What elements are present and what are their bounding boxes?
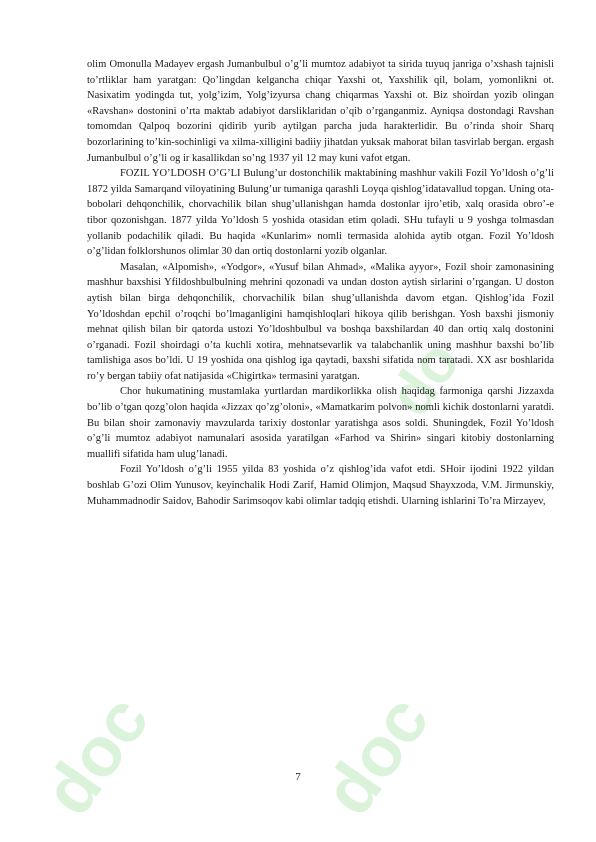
- svg-text:doc: doc: [28, 681, 164, 829]
- paragraph-4: Chor hukumatining mustamlaka yurtlardan mardikorlikka olish haqidag farmoniga qarshi Jizzaxda bo’lib o’tgan qozg’olon haqida «Jizzax qo’zg’oloni», «Mamatkarim polvon» nomli kichik dostonlarni yaratdi. Bu bilan shoir zamonaviy mavzularda tarixiy dostonlar yaratishga asos soldi. Shuningdek, Fozil Yo’ldosh o’g’li mumtoz adabiyot namunalari asosida yaratilgan «Farhod va Shirin» singari kitobiy dostonlarning muallifi sifatida ham ulug’lanadi.: [87, 386, 554, 460]
- paragraph-2: FOZIL YO’LDOSH O’G’LI Bulung’ur dostonchilik maktabining mashhur vakili Fozil Yo’ldosh o’g’li 1872 yilda Samarqand viloyatining Bulung’ur tumaniga qarashli Loyqa qishlog’idatavallud topgan. Uning ota-bobolari dehqonchilik, chorvachilik bilan shug’ullanishgan hamda dostonlar ijro’etib, xalq orasida obro’-e tibor qozonishgan. 1877 yilda Yo’ldosh 5 yoshida otasidan etim qoladi. SHu tufayli u 9 yoshga tolmasdan yollanib podachilik qiladi. Bu haqida «Kunlarim» nomli termasida alohida aytib otgan. Fozil Yo’ldosh o’g’lidan folklorshunos olimlar 30 dan ortiq dostonlarni yozib olganlar.: [87, 168, 554, 258]
- svg-text:doc: doc: [308, 681, 444, 829]
- body-text: [87, 57, 554, 509]
- paragraph-3: Masalan, «Alpomish», «Yodgor», «Yusuf bilan Ahmad», «Malika ayyor», Fozil shoir zamonasining mashhur baxshisi Yfildoshbulbulning mehrini qozonadi va undan doston aytish sirlarini o’rgangan. U doston aytish bilan birga dehqonchilik, chorvachilik bilan shug’ullanishda davom etgan. Qishlog’ida Fozil Yo’ldoshdan epchil o’roqchi bo’lmaganligini hamqishloqlari hikoya qilib berishgan. Yosh baxshi jismoniy mehnat qilish bilan bir qatorda ustozi Yo’ldoshbulbul va boshqa baxshilardan 40 dan ortiq xalq dostonini o’rganadi. Fozil shoirdagi o’ta kuchli xotira, mehnatsevarlik va talabchanlik uning mashhur baxshi bo’lib tamlishiga asos bo’ldi. U 19 yoshida ona qishlog iga qaytadi, baxshi sifatida nom taratadi. XX asr boshlarida ro’y bergan tabiiy ofat natijasida «Chigirtka» termasini yaratgan.: [87, 261, 554, 382]
- paragraph-1: olim Omonulla Madayev ergash Jumanbulbul o’g’li mumtoz adabiyot ta sirida tuyuq janriga o’xshash tajnisli to’rtliklar ham yaratgan: Qo’lingdan kelgancha chiqar Yaxshi ot, Yaxshilik qil, bolam, yomonlikni ot. Nasixatim yodingda tut, yolg’izim, Yolg’izyursa chang chiqarmas Yaxshi ot. Biz shoirdan yozib olingan «Ravshan» dostonini o’rta maktab adabiyot darsliklaridan o’qib o’rganganmiz. Ayniqsa dostondagi Ravshan tomomdan Qalpoq bozorini qidirib yurib aytilgan parcha juda harakterlidir. Bu o’rinda shoir Sharq bozorlarining to’kin-sochinligi va xilma-xilligini badiiy jihatdan yuksak mahorat bilan tasvirlab bergan. ergash Jumanbulbul o’g’li og ir kasallikdan so’ng 1937 yil 12 may kuni vafot etgan.: [87, 59, 554, 164]
- paragraph-5: Fozil Yo’ldosh o’g’li 1955 yilda 83 yoshida o’z qishlog’ida vafot etdi. SHoir ijodini 1922 yildan boshlab G’ozi Olim Yunusov, keyinchalik Hodi Zarif, Hamid Olimjon, Maqsud Shayxzoda, V.M. Jirmunskiy, Muhammadnodir Saidov, Bahodir Sarimsoqov kabi olimlar tadqiq etishdi. Ularning ishlarini To’ra Mirzayev,: [87, 464, 554, 507]
- page-number: 7: [295, 771, 301, 783]
- svg-text:do: do: [375, 328, 473, 428]
